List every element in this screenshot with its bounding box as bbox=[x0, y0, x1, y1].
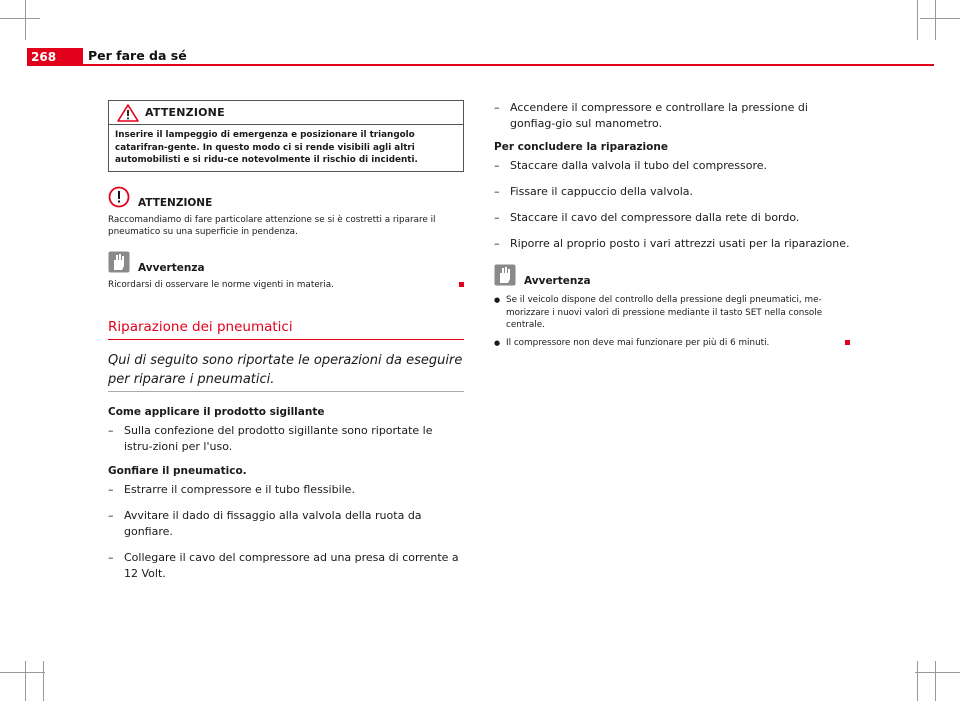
note-avvertenza bbox=[108, 251, 464, 292]
exclamation-circle-icon bbox=[108, 186, 130, 212]
crop-mark bbox=[43, 661, 44, 701]
warning-triangle-icon bbox=[117, 104, 139, 126]
page-number: 268 bbox=[27, 48, 83, 66]
crop-mark bbox=[917, 0, 918, 40]
list-item: – Staccare dalla valvola il tubo del compressore. bbox=[494, 159, 767, 172]
note-title: Avvertenza bbox=[138, 261, 205, 274]
crop-mark bbox=[0, 672, 45, 673]
inflate-heading: Gonfiare il pneumatico. bbox=[108, 465, 247, 477]
warning-title: ATTENZIONE bbox=[145, 106, 225, 119]
list-item: – Collegare il cavo del compressore ad una presa di corrente a 12 Volt. bbox=[108, 551, 459, 580]
list-item: – Sulla confezione del prodotto sigillante sono riportate le istru-zioni per l'uso. bbox=[108, 424, 433, 453]
header-rule bbox=[83, 64, 934, 66]
apply-heading: Come applicare il prodotto sigillante bbox=[108, 406, 325, 418]
crop-mark bbox=[25, 661, 26, 701]
crop-mark bbox=[920, 18, 960, 19]
end-marker bbox=[459, 282, 464, 287]
list-item: – Riporre al proprio posto i vari attrezzi usati per la riparazione. bbox=[494, 237, 850, 250]
warning-text: Inserire il lampeggio di emergenza e posizionare il triangolo catarifran-gente. In questo modo ci si rende visibili agli altri automobilisti e si ridu-ce notevolmente il rischio di incidenti. bbox=[115, 130, 418, 165]
crop-mark bbox=[0, 18, 40, 19]
caution-note bbox=[108, 186, 464, 239]
crop-mark bbox=[25, 0, 26, 40]
note-avvertenza bbox=[494, 264, 850, 349]
caution-text: Raccomandiamo di fare particolare attenzione se si è costretti a riparare il pneumatico su una superficie in pendenza. bbox=[108, 214, 436, 237]
list-item: – Estrarre il compressore e il tubo flessibile. bbox=[108, 483, 355, 496]
list-item: ● Se il veicolo dispone del controllo della pressione degli pneumatici, me-morizzare i nuovi valori di pressione mediante il tasto SET nella console centrale. bbox=[494, 295, 823, 330]
list-item: – Staccare il cavo del compressore dalla rete di bordo. bbox=[494, 211, 800, 224]
list-item: – Avvitare il dado di fissaggio alla valvola della ruota da gonfiare. bbox=[108, 509, 422, 538]
list-item: ● Il compressore non deve mai funzionare per più di 6 minuti. bbox=[494, 337, 850, 350]
note-hand-icon bbox=[108, 251, 130, 277]
left-column bbox=[108, 100, 464, 582]
warning-box bbox=[108, 100, 464, 172]
note-title: Avvertenza bbox=[524, 275, 591, 287]
caution-title: ATTENZIONE bbox=[138, 196, 213, 209]
header-title: Per fare da sé bbox=[88, 48, 187, 63]
right-column bbox=[494, 100, 850, 349]
crop-mark bbox=[917, 661, 918, 701]
section-intro: Qui di seguito sono riportate le operazioni da eseguire per riparare i pneumatici. bbox=[108, 351, 464, 392]
end-marker bbox=[845, 340, 850, 345]
crop-mark bbox=[935, 0, 936, 40]
crop-mark bbox=[935, 661, 936, 701]
finish-heading: Per concludere la riparazione bbox=[494, 141, 668, 153]
crop-mark bbox=[915, 672, 960, 673]
note-hand-icon bbox=[494, 264, 516, 290]
section-title: Riparazione dei pneumatici bbox=[108, 318, 464, 340]
note-text: Ricordarsi di osservare le norme vigenti in materia. bbox=[108, 279, 334, 290]
list-item: – Fissare il cappuccio della valvola. bbox=[494, 185, 693, 198]
list-item: – Accendere il compressore e controllare la pressione di gonfiag-gio sul manometro. bbox=[494, 101, 808, 130]
warning-box-header bbox=[109, 101, 463, 125]
page-header bbox=[27, 48, 934, 66]
